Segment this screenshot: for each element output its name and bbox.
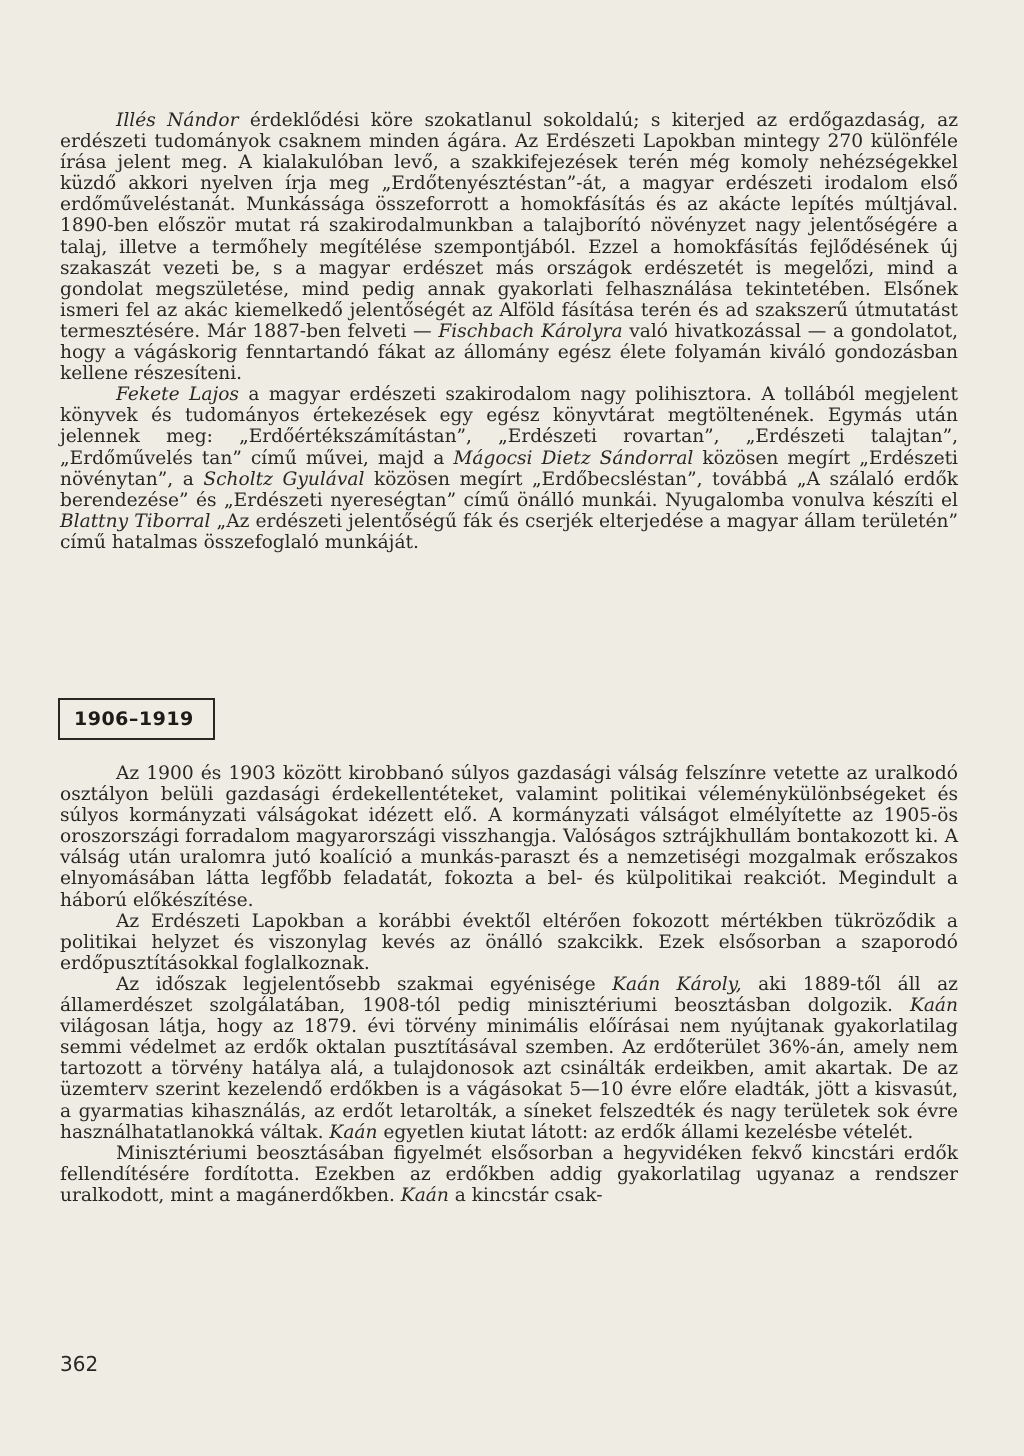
paragraph-text: aki 1889-től áll az államerdészet szolgálatában, 1908-tól pedig minisztériumi beosztásban dolgozik. bbox=[60, 973, 958, 1017]
person-name: Kaán bbox=[909, 995, 958, 1017]
person-name: Kaán bbox=[329, 1121, 378, 1143]
paragraph-fekete-lajos bbox=[60, 384, 958, 553]
paragraph-text: egyetlen kiutat látott: az erdők állami kezelésbe vételét. bbox=[377, 1121, 914, 1143]
paragraph-illes-nandor bbox=[60, 110, 958, 384]
person-name: Kaán bbox=[400, 1184, 449, 1206]
paragraph-kaan-karoly bbox=[60, 974, 958, 1143]
paragraph-text: közösen megírt „Erdőbecsléstan”, továbbá „A szálaló erdők berendezése” és „Erdészeti nyereségtan” című önálló munkái. Nyugalomba vonulva készíti el bbox=[60, 468, 958, 511]
person-name: Fekete Lajos bbox=[116, 384, 239, 406]
paragraph-text: „Az erdészeti jelentőségű fák és cserjék elterjedése a magyar állam területén” című hatalmas összefoglaló munkáját. bbox=[60, 510, 958, 553]
person-name: Scholtz Gyulával bbox=[203, 468, 365, 490]
person-name: Illés Nándor bbox=[116, 110, 239, 131]
section-heading: 1906–1919 bbox=[74, 708, 194, 730]
paragraph-text: Az időszak legjelentősebb szakmai egyénisége bbox=[116, 973, 613, 995]
paragraph-erdeszeti-lapok: Az Erdészeti Lapokban a korábbi évektől eltérően fokozott mértékben tükröződik a politikai helyzet és viszonylag kevés az önálló szakcikk. Ezek elsősorban a szaporodó erdőpusztításokkal foglalkoznak. bbox=[60, 910, 958, 974]
section-2-text bbox=[60, 763, 958, 1206]
paragraph-text: a kincstár csak- bbox=[448, 1184, 603, 1206]
person-name: Fischbach Károlyra bbox=[438, 320, 623, 342]
paragraph-text: való hivatkozással — a gondolatot, hogy a vágáskorig fenntartandó fákat az állomány egész élete folyamán kiváló gondozásban kellene részesíteni. bbox=[60, 320, 959, 385]
person-name: Blattny Tiborral bbox=[60, 510, 211, 532]
paragraph-text: Minisztériumi beosztásában figyelmét elsősorban a hegyvidéken fekvő kincstári erdők fellendítésére fordította. Ezekben az erdőkben addig gyakorlatilag ugyanaz a rendszer uralkodott, mint a magánerdőkben. bbox=[60, 1142, 958, 1206]
paragraph-economic-crisis: Az 1900 és 1903 között kirobbanó súlyos gazdasági válság felszínre vetette az uralkodó osztályon belüli gazdasági érdekellentéteket, valamint politikai véleménykülönbségeket és súlyos kormányzati válságokat idézett elő. A kormányzati válságot elmélyítette az 1905-ös oroszországi forradalom magyarországi visszhangja. Valóságos sztrájkhullám bontakozott ki. A válság után uralomra jutó koalíció a munkás-paraszt és a nemzetiségi mozgalmak erőszakos elnyomásában látta legfőbb feladatát, fokozta a bel- és külpolitikai reakciót. Megindult a háború előkészítése. bbox=[60, 763, 958, 911]
paragraph-ministry bbox=[60, 1143, 958, 1206]
page-number: 362 bbox=[60, 1352, 99, 1376]
section-1-text bbox=[60, 110, 958, 553]
paragraph-text: világosan látja, hogy az 1879. évi törvény minimális előírásai nem nyújtanak gyakorlatilag semmi védelmet az erdők oktalan pusztításával szemben. Az erdőterület 36%-án, amely nem tartozott a törvény hatálya alá, a tulajdonosok azt csinálták erdeikben, amit akartak. De az üzemterv szerint kezelendő erdőkben is a vágásokat 5—10 évre előre eladták, jött a kisvasút, a gyarmatias kihasználás, az erdőt letarolták, a síneket felszedték és nagy területek sok évre használhatatlanokká váltak. bbox=[60, 1016, 958, 1143]
paragraph-text: közösen megírt „Erdészeti növénytan”, a bbox=[60, 447, 958, 490]
paragraph-text: a magyar erdészeti szakirodalom nagy polihisztora. A tollából megjelent könyvek és tudományos értekezések egy egész könyvtárat megtöltenének. Egymás után jelennek meg: „Erdőértékszámítástan”, „Erdészeti rovartan”, „Erdészeti talajtan”, „Erdőművelés tan” című művei, majd a bbox=[60, 384, 958, 469]
person-name: Kaán Károly, bbox=[612, 973, 742, 995]
paragraph-text: érdeklődési köre szokatlanul sokoldalú; s kiterjed az erdőgazdaság, az erdészeti tudományok csaknem minden ágára. Az Erdészeti Lapokban mintegy 270 különféle írása jelent meg. A kialakulóban levő, a szakkifejezések terén még komoly nehézségekkel küzdő akkori nyelven írja meg „Erdőtenyésztéstan”-át, a magyar erdészeti irodalom első erdőműveléstanát. Munkássága összeforrott a homokfásítás és az akácte lepítés múltjával. 1890-ben először mutat rá szakirodalmunkban a talajborító növényzet nagy jelentőségére a talaj, illetve a termőhely megítélése szempontjából. Ezzel a homokfásítás fejlődésének új szakaszát vezeti be, s a magyar erdészet más országok erdészetét is megelőzi, mind a gondolat megszületése, mind pedig annak gyakorlati felhasználása tekintetében. Elsőnek ismeri fel az akác kiemelkedő jelentőségét az Alföld fásítása terén és ad szakszerű útmutatást termesztésére. Már 1887-ben felveti — bbox=[60, 110, 959, 342]
person-name: Mágocsi Dietz Sándorral bbox=[453, 447, 694, 469]
